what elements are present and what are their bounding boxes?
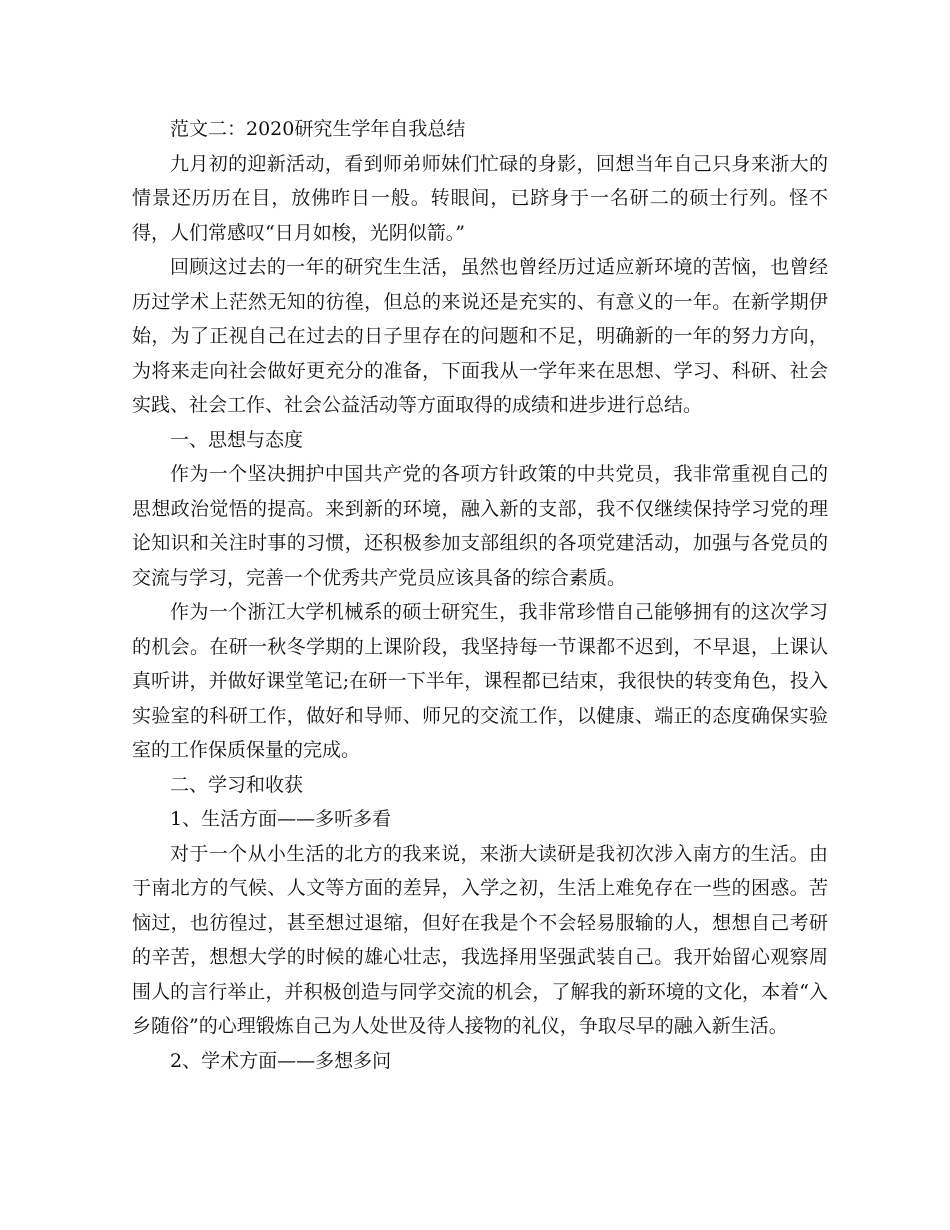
section-heading: 一、思想与态度	[170, 428, 304, 451]
body-paragraph: 回顾这过去的一年的研究生生活，虽然也曾经历过适应新环境的苦恼，也曾经历过学术上茫然无知的彷徨，但总的来说还是充实的、有意义的一年。在新学期伊始，为了正视自己在过去的日子里存在的问题和不足，明确新的一年的努力方向，为将来走向社会做好更充分的准备，下面我从一学年来在思想、学习、科研、社会实践、社会工作、社会公益活动等方面取得的成绩和进步进行总结。	[132, 256, 828, 416]
subsection-heading: 1、生活方面——多听多看	[170, 808, 392, 830]
section-title: 范文二：2020研究生学年自我总结	[170, 118, 466, 140]
subsection-heading: 2、学术方面——多想多问	[170, 1049, 392, 1072]
body-paragraph: 对于一个从小生活的北方的我来说，来浙大读研是我初次涉入南方的生活。由于南北方的气候、人文等方面的差异，入学之初，生活上难免存在一些的困惑。苦恼过，也彷徨过，甚至想过退缩，但好在我是个不会轻易服输的人，想想自己考研的辛苦，想想大学的时候的雄心壮志，我选择用坚强武装自己。我开始留心观察周围人的言行举止，并积极创造与同学交流的机会，了解我的新环境的文化，本着“入乡随俗”的心理锻炼自己为人处世及待人接物的礼仪，争取尽早的融入新生活。	[132, 842, 828, 1037]
body-paragraph: 作为一个坚决拥护中国共产党的各项方针政策的中共党员，我非常重视自己的思想政治觉悟的提高。来到新的环境，融入新的支部，我不仅继续保持学习党的理论知识和关注时事的习惯，还积极参加支部组织的各项党建活动，加强与各党员的交流与学习，完善一个优秀共产党员应该具备的综合素质。	[132, 463, 828, 589]
body-paragraph: 九月初的迎新活动，看到师弟师妹们忙碌的身影，回想当年自己只身来浙大的情景还历历在目，放佛昨日一般。转眼间，已跻身于一名研二的硕士行列。怪不得，人们常感叹“日月如梭，光阴似箭。”	[132, 152, 828, 244]
body-paragraph: 作为一个浙江大学机械系的硕士研究生，我非常珍惜自己能够拥有的这次学习的机会。在研一秋冬学期的上课阶段，我坚持每一节课都不迟到，不早退，上课认真听讲，并做好课堂笔记;在研一下半年，课程都已结束，我很快的转变角色，投入实验室的科研工作，做好和导师、师兄的交流工作，以健康、端正的态度确保实验室的工作保质保量的完成。	[132, 601, 828, 761]
section-heading: 二、学习和收获	[170, 773, 304, 796]
document-body	[132, 112, 828, 1078]
